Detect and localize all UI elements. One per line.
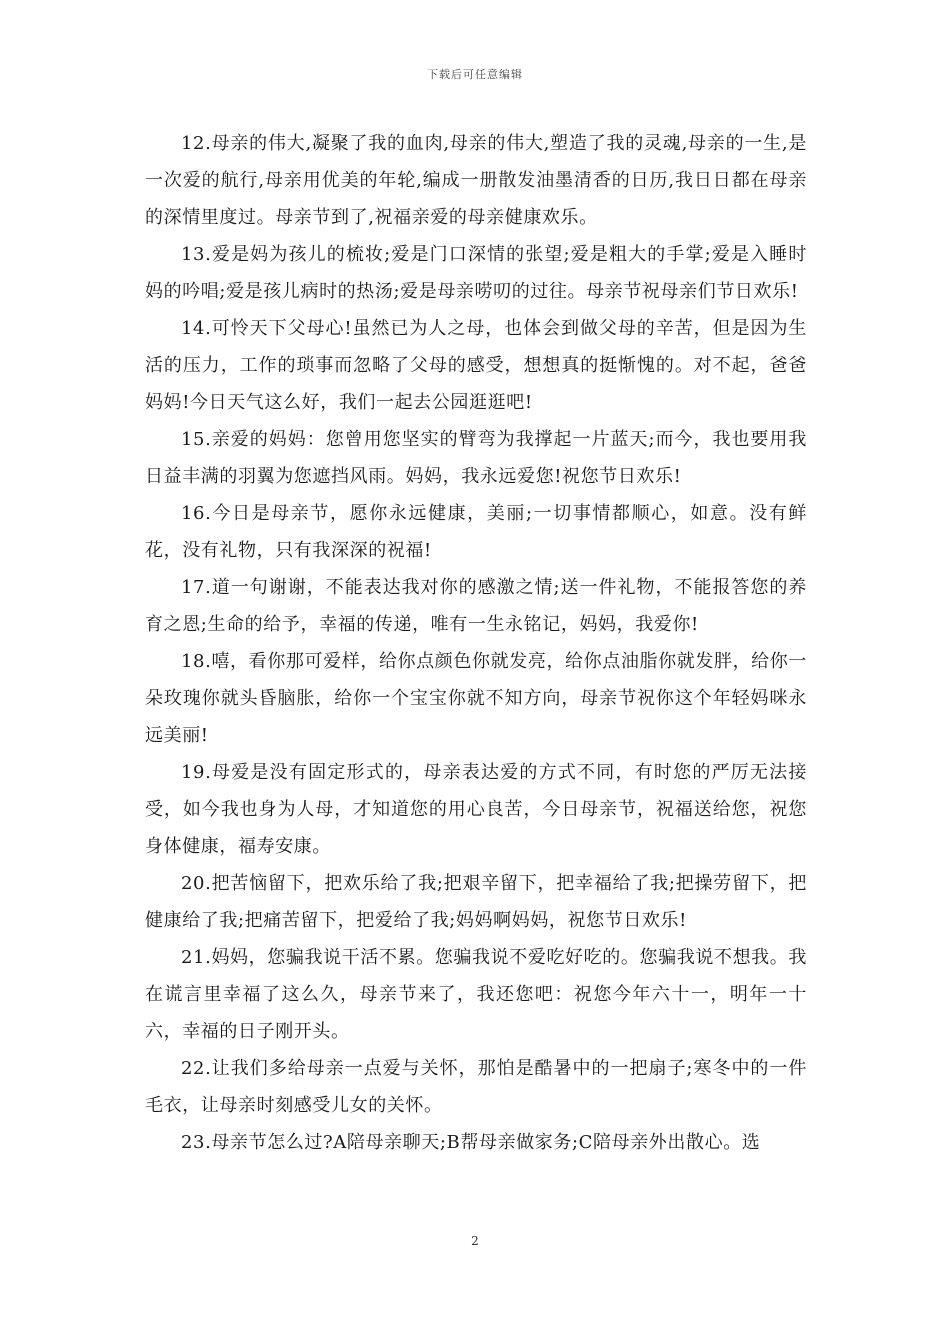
page-number: 2 xyxy=(471,1234,479,1248)
paragraph-12: 12.母亲的伟大,凝聚了我的血肉,母亲的伟大,塑造了我的灵魂,母亲的一生,是一次爱的航行,母亲用优美的年轮,编成一册散发油墨清香的日历,我日日都在母亲的深情里度过。母亲节到了,祝福亲爱的母亲健康欢乐。 xyxy=(145,133,807,228)
paragraph-18: 18.嘻，看你那可爱样，给你点颜色你就发亮，给你点油脂你就发胖，给你一朵玫瑰你就头昏脑胀，给你一个宝宝你就不知方向，母亲节祝你这个年轻妈咪永远美丽! xyxy=(145,651,807,746)
paragraph-19: 19.母爱是没有固定形式的，母亲表达爱的方式不同，有时您的严厉无法接受，如今我也身为人母，才知道您的用心良苦，今日母亲节，祝福送给您，祝您身体健康，福寿安康。 xyxy=(145,762,807,857)
paragraph-16: 16.今日是母亲节，愿你永远健康，美丽;一切事情都顺心，如意。没有鲜花，没有礼物，只有我深深的祝福! xyxy=(145,503,807,561)
paragraph-22: 22.让我们多给母亲一点爱与关怀，那怕是酷暑中的一把扇子;寒冬中的一件毛衣，让母亲时刻感受儿女的关怀。 xyxy=(145,1058,807,1116)
document-body xyxy=(145,125,807,1161)
paragraph-13: 13.爱是妈为孩儿的梳妆;爱是门口深情的张望;爱是粗大的手掌;爱是入睡时妈的吟唱;爱是孩儿病时的热汤;爱是母亲唠叨的过往。母亲节祝母亲们节日欢乐! xyxy=(145,244,807,302)
paragraph-14: 14.可怜天下父母心!虽然已为人之母，也体会到做父母的辛苦，但是因为生活的压力，工作的琐事而忽略了父母的感受，想想真的挺惭愧的。对不起，爸爸妈妈!今日天气这么好，我们一起去公园逛逛吧! xyxy=(145,318,807,413)
paragraph-15: 15.亲爱的妈妈：您曾用您坚实的臂弯为我撑起一片蓝天;而今，我也要用我日益丰满的羽翼为您遮挡风雨。妈妈，我永远爱您!祝您节日欢乐! xyxy=(145,429,807,487)
paragraph-23: 23.母亲节怎么过?A陪母亲聊天;B帮母亲做家务;C陪母亲外出散心。选 xyxy=(181,1132,761,1153)
paragraph-20: 20.把苦恼留下，把欢乐给了我;把艰辛留下，把幸福给了我;把操劳留下，把健康给了我;把痛苦留下，把爱给了我;妈妈啊妈妈，祝您节日欢乐! xyxy=(145,873,807,931)
paragraph-17: 17.道一句谢谢，不能表达我对你的感激之情;送一件礼物，不能报答您的养育之恩;生命的给予，幸福的传递，唯有一生永铭记，妈妈，我爱你! xyxy=(145,577,807,635)
paragraph-21: 21.妈妈，您骗我说干活不累。您骗我说不爱吃好吃的。您骗我说不想我。我在谎言里幸福了这么久，母亲节来了，我还您吧：祝您今年六十一，明年一十六，幸福的日子刚开头。 xyxy=(145,947,807,1042)
page-header: 下载后可任意编辑 xyxy=(427,68,523,81)
